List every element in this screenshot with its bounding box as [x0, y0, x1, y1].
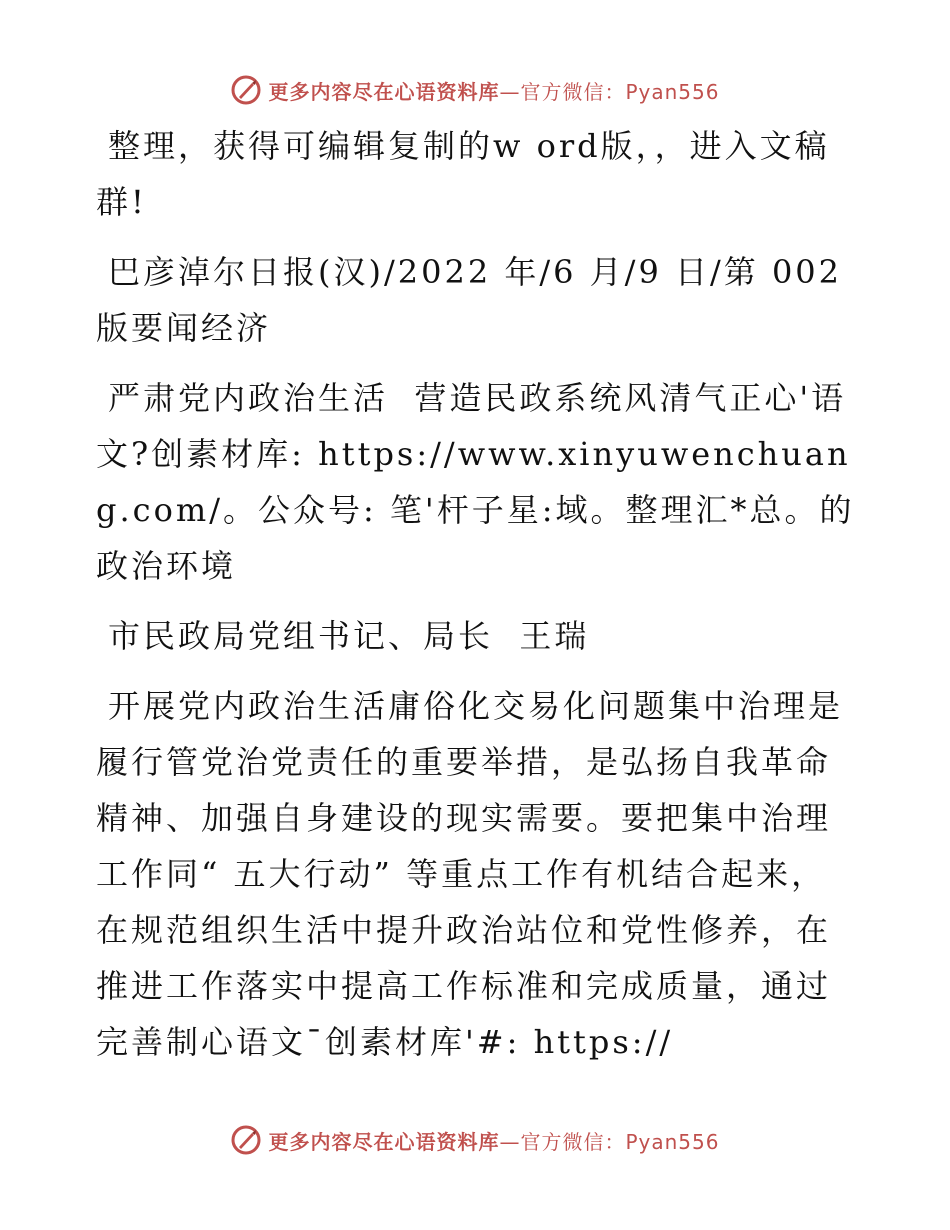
banner-brand: 更多内容尽在心语资料库: [268, 1129, 500, 1154]
banner-brand: 更多内容尽在心语资料库: [268, 79, 500, 104]
banner-contact: 官方微信：Pyan556: [520, 79, 720, 104]
banner-contact: 官方微信：Pyan556: [520, 1129, 720, 1154]
intro-paragraph: 整理，获得可编辑复制的w ord版，，进入文稿群!: [96, 127, 830, 221]
banner-text: [268, 1126, 719, 1155]
banner-text: [268, 76, 719, 105]
source-line: 巴彦淖尔日报(汉)/2022 年/6 月/9 日/第 002 版要闻经济: [96, 253, 856, 347]
quill-pen-icon: [230, 1124, 262, 1156]
banner-separator: —: [499, 1129, 521, 1154]
quill-pen-icon: [230, 74, 262, 106]
footer-banner: [0, 1120, 950, 1160]
header-banner: [0, 70, 950, 110]
article-title: 严肃党内政治生活 营造民政系统风清气正心'语文?创素材库: https://www.xinyuwenchuang.com/。公众号: 笔'杆子星:域。整理汇*总。的政治环境: [96, 379, 855, 585]
document-body: [96, 118, 856, 1084]
body-paragraph: 开展党内政治生活庸俗化交易化问题集中治理是履行管党治党责任的重要举措，是弘扬自我革命精神、加强自身建设的现实需要。要把集中治理工作同“ 五大行动” 等重点工作有机结合起来，在规范组织生活中提升政治站位和党性修养，在推进工作落实中提高工作标准和完成质量，通过完善制心语文¯创素材库'#: https://: [96, 687, 844, 1061]
author-line: 市民政局党组书记、局长 王瑞: [108, 617, 590, 655]
banner-separator: —: [499, 79, 521, 104]
